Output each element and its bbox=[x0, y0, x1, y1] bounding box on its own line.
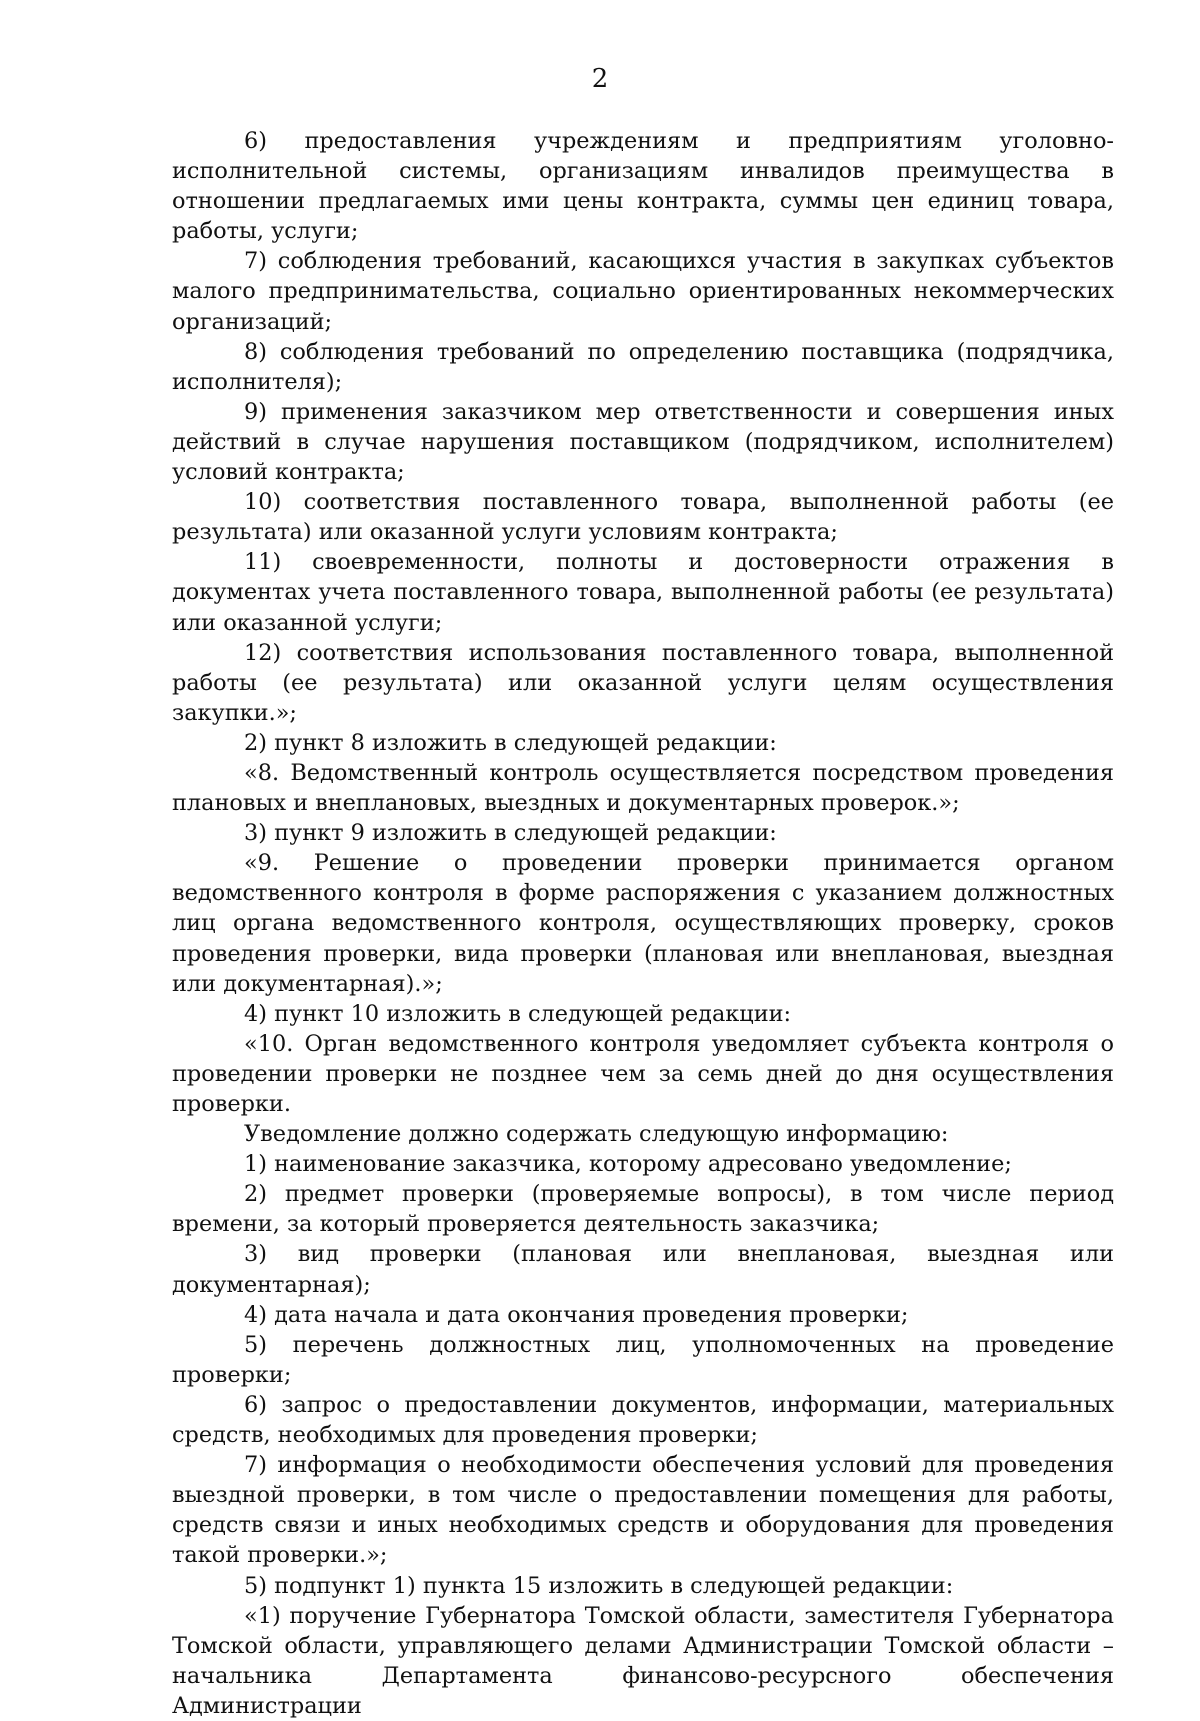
paragraph: «8. Ведомственный контроль осуществляется посредством проведения плановых и внеплановых, выездных и документарных проверок.»; bbox=[172, 759, 1114, 817]
paragraph: «9. Решение о проведении проверки принимается органом ведомственного контроля в форме распоряжения с указанием должностных лиц органа ведомственного контроля, осуществляющих проверку, сроков проведения проверки, вида проверки (плановая или внеплановая, выездная или документарная).»; bbox=[172, 850, 1114, 997]
paragraph: 4) пункт 10 изложить в следующей редакции: bbox=[244, 1000, 792, 1027]
paragraph: 12) соответствия использования поставленного товара, выполненной работы (ее результата) или оказанной услуги целям осуществления закупки.»; bbox=[172, 639, 1114, 726]
paragraph: 2) предмет проверки (проверяемые вопросы), в том числе период времени, за который проверяется деятельность заказчика; bbox=[172, 1181, 1114, 1238]
paragraph: 6) запрос о предоставлении документов, информации, материальных средств, необходимых для проведения проверки; bbox=[172, 1391, 1114, 1449]
paragraph: 6) предоставления учреждениям и предприятиям уголовно-исполнительной системы, организациям инвалидов преимущества в отношении предлагаемых ими цены контракта, суммы цен единиц товара, работы, услуги; bbox=[172, 128, 1114, 245]
paragraph: «1) поручение Губернатора Томской области, заместителя Губернатора Томской области, управляющего делами Администрации Томской области – начальника Департамента финансово-ресурсного обеспечения Администрации bbox=[172, 1602, 1114, 1719]
paragraph: Уведомление должно содержать следующую информацию: bbox=[244, 1121, 949, 1148]
paragraph: 9) применения заказчиком мер ответственности и совершения иных действий в случае нарушения поставщиком (подрядчиком, исполнителем) условий контракта; bbox=[172, 398, 1114, 486]
paragraph: 3) вид проверки (плановая или внеплановая, выездная или документарная); bbox=[172, 1241, 1114, 1298]
paragraph: 5) перечень должностных лиц, уполномоченных на проведение проверки; bbox=[172, 1331, 1114, 1388]
paragraph: 1) наименование заказчика, которому адресовано уведомление; bbox=[244, 1151, 1012, 1178]
paragraph: «10. Орган ведомственного контроля уведомляет субъекта контроля о проведении проверки не позднее чем за семь дней до дня осуществления проверки. bbox=[172, 1030, 1114, 1117]
page-number: 2 bbox=[591, 64, 609, 94]
paragraph: 5) подпункт 1) пункта 15 изложить в следующей редакции: bbox=[244, 1572, 954, 1599]
paragraph: 10) соответствия поставленного товара, выполненной работы (ее результата) или оказанной услуги условиям контракта; bbox=[172, 489, 1114, 546]
paragraph: 3) пункт 9 изложить в следующей редакции: bbox=[244, 820, 777, 847]
document-body bbox=[172, 126, 1114, 1721]
paragraph: 2) пункт 8 изложить в следующей редакции: bbox=[244, 729, 777, 756]
paragraph: 7) соблюдения требований, касающихся участия в закупках субъектов малого предпринимательства, социально ориентированных некоммерческих организаций; bbox=[172, 248, 1114, 335]
paragraph: 8) соблюдения требований по определению поставщика (подрядчика, исполнителя); bbox=[172, 338, 1114, 395]
paragraph: 11) своевременности, полноты и достоверности отражения в документах учета поставленного товара, выполненной работы (ее результата) или оказанной услуги; bbox=[172, 549, 1114, 636]
paragraph: 4) дата начала и дата окончания проведения проверки; bbox=[244, 1301, 909, 1328]
paragraph: 7) информация о необходимости обеспечения условий для проведения выездной проверки, в том числе о предоставлении помещения для работы, средств связи и иных необходимых средств и оборудования для проведения такой проверки.»; bbox=[172, 1452, 1114, 1569]
